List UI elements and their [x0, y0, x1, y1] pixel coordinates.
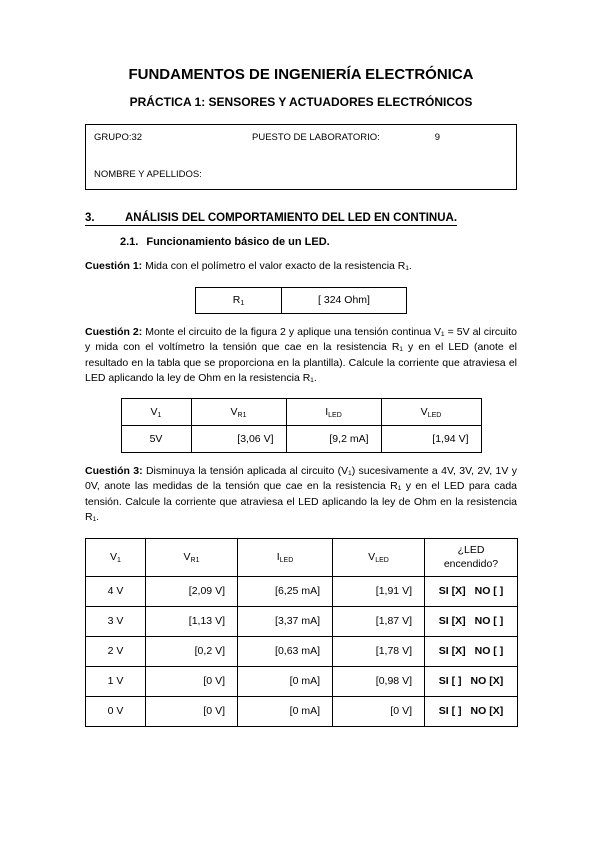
iled-cell: [0 mA] — [238, 696, 333, 726]
question-1-label: Cuestión 1: — [85, 260, 143, 272]
resistance-name-cell — [196, 287, 282, 313]
vled-cell: [1,91 V] — [333, 576, 425, 606]
iled-cell: [9,2 mA] — [286, 425, 381, 452]
col-header-vr1 — [191, 398, 286, 425]
si-checkbox: SI [X] — [438, 585, 466, 597]
si-checkbox: SI [ ] — [438, 675, 462, 687]
table-row — [86, 636, 518, 666]
header-sub: 1 — [157, 411, 162, 419]
led-header-line2: encendido? — [443, 558, 499, 570]
document-title: FUNDAMENTOS DE INGENIERÍA ELECTRÓNICA — [128, 66, 474, 83]
question-3-label: Cuestión 3: — [85, 464, 143, 477]
subsection-title: Funcionamiento básico de un LED. — [146, 236, 330, 248]
vr1-cell: [0 V] — [146, 666, 238, 696]
v1-cell: 2 V — [86, 636, 146, 666]
iled-cell: [0 mA] — [238, 666, 333, 696]
led-on-cell — [425, 636, 518, 666]
table-header-row — [121, 398, 481, 425]
question-1-paragraph — [85, 259, 517, 275]
header-base: V — [368, 551, 376, 563]
table-row — [121, 425, 481, 452]
measurement-table-5v — [121, 398, 482, 453]
resistance-subscript: 1 — [240, 300, 245, 307]
subsection-heading — [120, 236, 517, 248]
header-base: I — [276, 551, 280, 563]
header-sub: 1 — [117, 557, 121, 564]
resistance-value-cell: [ 324 Ohm] — [282, 287, 407, 313]
lab-post-label: PUESTO DE LABORATORIO: — [252, 132, 380, 143]
question-3-text: Disminuya la tensión aplicada al circuito (V₁) sucesivamente a 4V, 3V, 2V, 1V y 0V, anote las medidas de la tensión que cae en la resistencia R₁ y en el LED para cada tensión. Calcule la corriente que atraviesa el LED aplicando la ley de Ohm en la resistencia R₁. — [85, 464, 517, 523]
header-sub: LED — [375, 557, 389, 564]
header-base: V — [420, 405, 428, 418]
vled-cell: [0 V] — [333, 696, 425, 726]
header-base: V — [110, 551, 118, 563]
si-checkbox: SI [ ] — [438, 705, 462, 717]
vr1-cell: [0 V] — [146, 696, 238, 726]
header-sub: R1 — [237, 411, 247, 419]
resistance-table — [195, 287, 407, 314]
si-checkbox: SI [X] — [438, 615, 466, 627]
student-info-box — [85, 124, 517, 190]
col-header-iled — [238, 538, 333, 576]
led-on-cell — [425, 606, 518, 636]
info-box-row-2 — [94, 169, 508, 180]
v1-cell: 5V — [121, 425, 191, 452]
col-header-v1 — [86, 538, 146, 576]
header-base: I — [325, 405, 329, 418]
led-header-line1: ¿LED — [457, 544, 485, 556]
si-checkbox: SI [X] — [438, 645, 466, 657]
no-checkbox: NO [X] — [470, 675, 504, 687]
table-row — [86, 606, 518, 636]
vr1-cell: [1,13 V] — [146, 606, 238, 636]
no-checkbox: NO [X] — [470, 705, 504, 717]
header-sub: LED — [328, 411, 342, 419]
col-header-vled — [381, 398, 481, 425]
header-base: V — [183, 551, 191, 563]
no-checkbox: NO [ ] — [474, 615, 504, 627]
table-row — [86, 696, 518, 726]
subsection-number: 2.1. — [120, 236, 139, 248]
led-on-cell — [425, 696, 518, 726]
vr1-cell: [0,2 V] — [146, 636, 238, 666]
led-measurement-table — [85, 538, 518, 727]
info-box-row-1 — [94, 132, 508, 143]
table-row — [86, 576, 518, 606]
question-1-text: Mida con el polímetro el valor exacto de la resistencia R₁. — [145, 260, 412, 272]
table-row — [196, 287, 407, 313]
section-heading — [85, 212, 517, 226]
col-header-led-on — [425, 538, 518, 576]
vled-cell: [1,87 V] — [333, 606, 425, 636]
no-checkbox: NO [ ] — [474, 645, 504, 657]
iled-cell: [0,63 mA] — [238, 636, 333, 666]
document-subtitle: PRÁCTICA 1: SENSORES Y ACTUADORES ELECTRÓNICOS — [129, 95, 473, 109]
table-row — [86, 666, 518, 696]
vled-cell: [1,94 V] — [381, 425, 481, 452]
header-base: V — [150, 405, 158, 418]
v1-cell: 3 V — [86, 606, 146, 636]
col-header-vled — [333, 538, 425, 576]
v1-cell: 1 V — [86, 666, 146, 696]
vled-cell: [1,78 V] — [333, 636, 425, 666]
vr1-cell: [2,09 V] — [146, 576, 238, 606]
section-number: 3. — [85, 212, 95, 224]
v1-cell: 0 V — [86, 696, 146, 726]
vled-cell: [0,98 V] — [333, 666, 425, 696]
iled-cell: [3,37 mA] — [238, 606, 333, 636]
vr1-cell: [3,06 V] — [191, 425, 286, 452]
col-header-v1 — [121, 398, 191, 425]
group-label: GRUPO:32 — [94, 132, 143, 143]
led-on-cell — [425, 576, 518, 606]
table-header-row — [86, 538, 518, 576]
v1-cell: 4 V — [86, 576, 146, 606]
question-2-text: Monte el circuito de la figura 2 y aplique una tensión continua V₁ = 5V al circuito y mida con el voltímetro la tensión que cae en la resistencia R₁ y en el LED (anote el resultado en la tabla que se proporciona en la plantilla). Calcule la corriente que atraviesa el LED aplicando la ley de Ohm en la resistencia R₁. — [85, 325, 518, 384]
section-heading-underline — [85, 212, 457, 226]
question-2-label: Cuestión 2: — [85, 325, 143, 338]
header-sub: R1 — [190, 557, 200, 564]
name-label: NOMBRE Y APELLIDOS: — [94, 169, 202, 180]
iled-cell: [6,25 mA] — [238, 576, 333, 606]
col-header-vr1 — [146, 538, 238, 576]
led-on-cell — [425, 666, 518, 696]
question-2-paragraph — [85, 325, 517, 387]
header-sub: LED — [279, 557, 294, 564]
col-header-iled — [286, 398, 381, 425]
header-sub: LED — [427, 411, 442, 419]
lab-post-value: 9 — [434, 132, 441, 143]
header-base: V — [230, 405, 238, 418]
section-title: ANÁLISIS DEL COMPORTAMIENTO DEL LED EN CONTINUA. — [125, 212, 458, 224]
resistance-symbol: R — [232, 294, 241, 306]
no-checkbox: NO [ ] — [474, 585, 504, 597]
question-3-paragraph — [85, 464, 517, 526]
